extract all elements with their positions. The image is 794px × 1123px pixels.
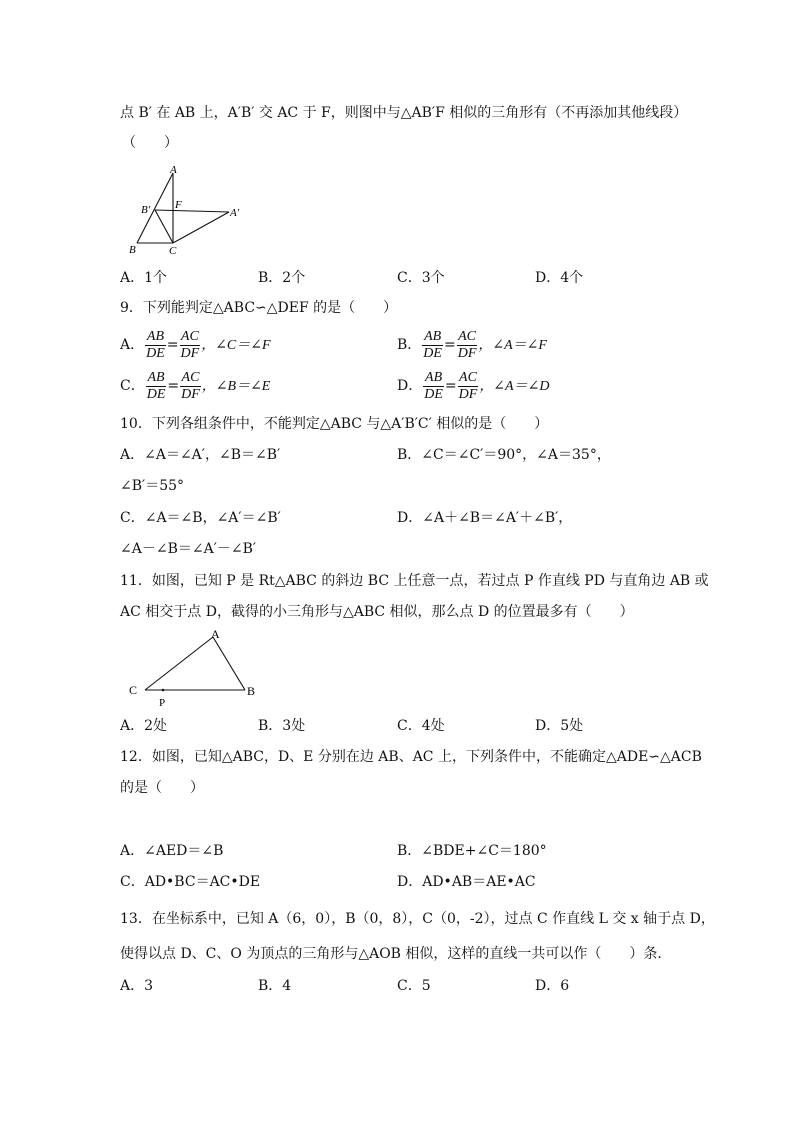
segment-BpAp [155, 210, 229, 212]
label-A: A [170, 164, 177, 176]
condition: ，∠A＝∠F [478, 338, 547, 353]
condition: ，∠C＝∠F [201, 338, 271, 353]
q13-stem-line1: 13．在坐标系中，已知 A（6，0），B（0，8），C（0，-2），过点 C 作直线 L 交 x 轴于点 D， [120, 911, 715, 927]
point-P [162, 689, 165, 692]
option-label: B． [397, 337, 422, 353]
equals: = [444, 378, 457, 394]
q8-option-d[interactable]: D．4个 [535, 270, 584, 286]
q11-option-a[interactable]: A．2处 [120, 718, 168, 734]
label-B: B [129, 244, 136, 256]
q8-stem-line2: （ ） [122, 135, 178, 151]
q10-option-d-cont: ∠A－∠B＝∠A′－∠B′ [120, 541, 257, 557]
fraction: $\frac{AB}{DE}$ [146, 369, 166, 402]
q9-stem: 9．下列能判定△ABC∽△DEF 的是（ ） [120, 300, 398, 316]
q13-option-c[interactable]: C．5 [397, 978, 431, 994]
label-F: F [175, 199, 182, 211]
segment-BpC [155, 210, 173, 243]
segment-ApC [173, 212, 229, 243]
q10-option-c[interactable]: C．∠A＝∠B，∠A′＝∠B′ [120, 510, 281, 526]
q9-option-c[interactable] [120, 367, 270, 406]
equals: = [166, 337, 179, 353]
fraction: $\frac{AB}{DE}$ [423, 328, 442, 361]
q10-option-d[interactable]: D．∠A＋∠B＝∠A′＋∠B′， [397, 510, 573, 526]
q12-option-d[interactable]: D．AD•AB＝AE•AC [397, 874, 536, 890]
q9-option-a[interactable] [120, 326, 271, 365]
equals: = [443, 337, 456, 353]
condition: ，∠B＝∠E [201, 379, 271, 394]
q13-option-a[interactable]: A．3 [120, 978, 154, 994]
q10-option-b[interactable]: B．∠C＝∠C′＝90°，∠A＝35°， [397, 447, 611, 463]
fraction: $\frac{AC}{DF}$ [181, 369, 200, 402]
q13-option-d[interactable]: D．6 [535, 978, 570, 994]
q12-stem-line1: 12．如图，已知△ABC，D、E 分别在边 AB、AC 上，下列条件中，不能确定△ADE∽△ACB [120, 749, 702, 765]
label-Aprime: A′ [230, 207, 240, 219]
q8-option-a[interactable]: A．1个 [120, 270, 168, 286]
q12-option-c[interactable]: C．AD•BC＝AC•DE [120, 874, 261, 890]
label-B: B [247, 684, 256, 698]
q11-option-d[interactable]: D．5处 [535, 718, 584, 734]
fraction: $\frac{AB}{DE}$ [424, 369, 443, 402]
q8-option-b[interactable]: B．2个 [258, 270, 306, 286]
q8-figure [125, 163, 255, 258]
label-C: C [129, 683, 138, 697]
option-label: A． [120, 337, 145, 353]
q10-option-a[interactable]: A．∠A＝∠A′，∠B＝∠B′ [120, 447, 281, 463]
option-label: D． [397, 378, 423, 394]
label-A: A [211, 627, 220, 641]
label-C: C [169, 245, 177, 257]
fraction: $\frac{AB}{DE}$ [146, 328, 165, 361]
q10-stem: 10．下列各组条件中，不能判定△ABC 与△A′B′C′ 相似的是（ ） [120, 416, 549, 432]
fraction: $\frac{AC}{DF}$ [457, 328, 477, 361]
q11-option-b[interactable]: B．3处 [258, 718, 306, 734]
q11-stem-line2: AC 相交于点 D，截得的小三角形与△ABC 相似，那么点 D 的位置最多有（ ） [120, 604, 634, 620]
condition: ，∠A＝∠D [479, 379, 550, 394]
segment-CA [145, 637, 213, 690]
fraction: $\frac{AC}{DF}$ [458, 369, 478, 402]
q11-option-c[interactable]: C．4处 [397, 718, 445, 734]
q8-option-c[interactable]: C．3个 [397, 270, 445, 286]
equals: = [167, 378, 180, 394]
q12-stem-line2: 的是（ ） [120, 780, 204, 796]
label-Bprime: B′ [141, 204, 151, 216]
segment-AB [213, 637, 245, 690]
q12-option-b[interactable]: B．∠BDE+∠C＝180° [397, 843, 547, 859]
q9-option-b[interactable] [397, 326, 547, 365]
fraction: $\frac{AC}{DF}$ [180, 328, 200, 361]
label-P: P [159, 697, 166, 709]
q13-option-b[interactable]: B．4 [258, 978, 292, 994]
q11-figure [125, 627, 265, 709]
q13-stem-line2: 使得以点 D、C、O 为顶点的三角形与△AOB 相似，这样的直线一共可以作（ ）条． [120, 946, 672, 962]
q10-option-b-cont: ∠B′＝55° [120, 478, 185, 494]
q9-option-d[interactable] [397, 367, 549, 406]
q8-stem-line1: 点 B′ 在 AB 上，A′B′ 交 AC 于 F，则图中与△AB′F 相似的三角形有（不再添加其他线段） [120, 105, 688, 121]
option-label: C． [120, 378, 145, 394]
q12-option-a[interactable]: A．∠AED＝∠B [120, 843, 224, 859]
q11-stem-line1: 11．如图，已知 P 是 Rt△ABC 的斜边 BC 上任意一点，若过点 P 作直线 PD 与直角边 AB 或 [120, 573, 709, 589]
